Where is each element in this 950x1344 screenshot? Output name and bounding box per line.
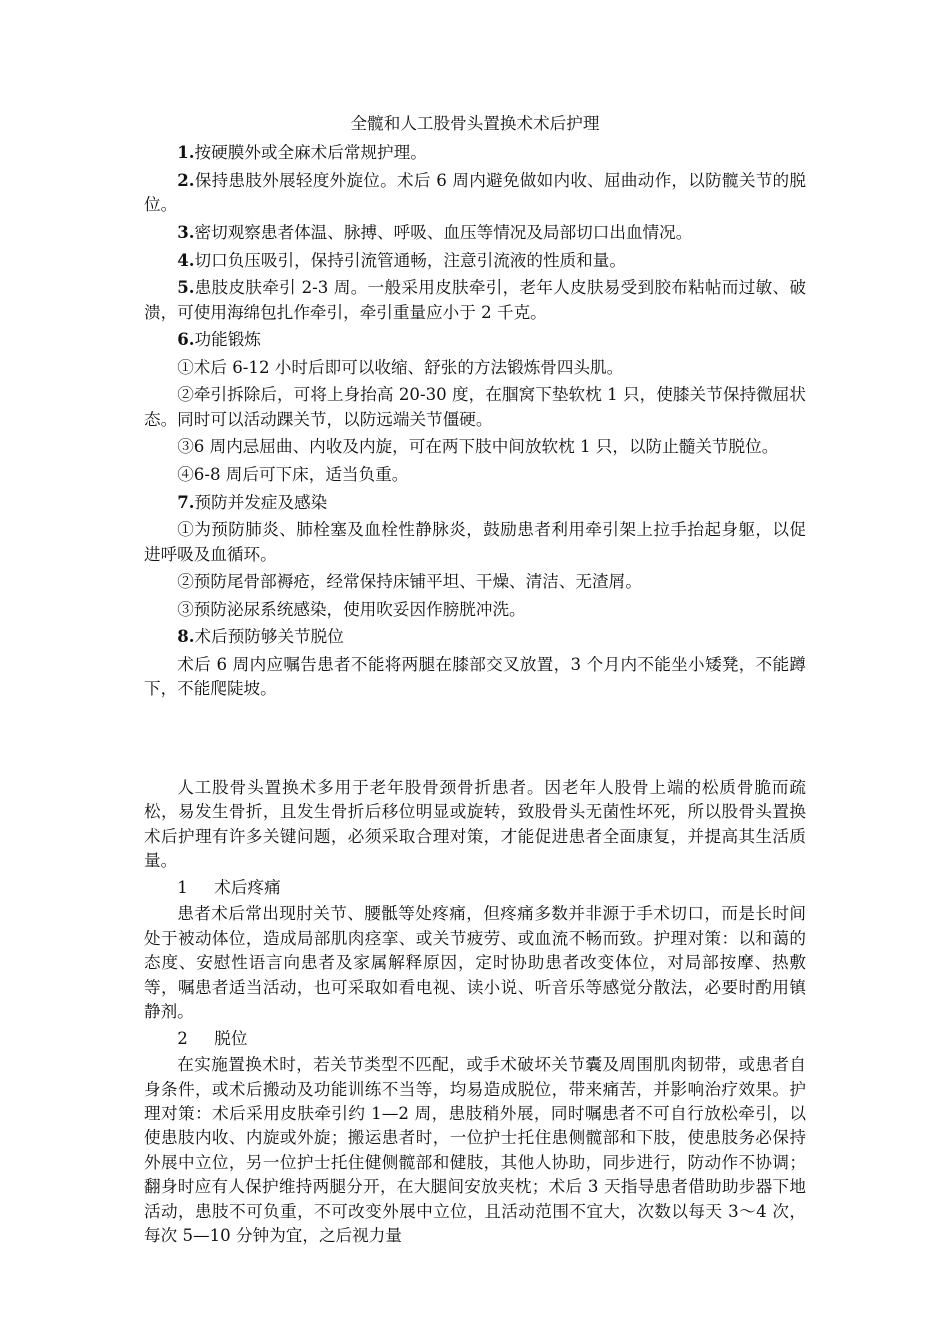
list-item xyxy=(144,140,806,165)
section-number: 1 xyxy=(177,877,188,897)
list-item xyxy=(144,490,806,515)
list-item xyxy=(144,624,806,649)
item-text: 按硬膜外或全麻术后常规护理。 xyxy=(194,143,427,163)
section-title: 术后疼痛 xyxy=(214,877,281,897)
item-text: ①术后 6-12 小时后即可以收缩、舒张的方法锻炼骨四头肌。 xyxy=(177,357,624,377)
item-text: ③预防泌尿系统感染，使用吹妥因作膀胱冲洗。 xyxy=(177,599,526,619)
document-page xyxy=(144,112,806,1251)
item-number: 3. xyxy=(177,222,195,242)
item-text: 术后 6 周内应嘱告患者不能将两腿在膝部交叉放置，3 个月内不能坐小矮凳，不能蹲下，不能爬陡坡。 xyxy=(144,654,806,699)
item-number: 1. xyxy=(177,142,195,163)
list-item xyxy=(144,327,806,352)
item-text: 密切观察患者体温、脉搏、呼吸、血压等情况及局部切口出血情况。 xyxy=(194,223,693,242)
item-text: 患肢皮肤牵引 2-3 周。一般采用皮肤牵引，老年人皮肤易受到胶布粘帖而过敏、破溃，可使用海绵包扎作牵引，牵引重量应小于 2 千克。 xyxy=(144,278,806,322)
item-text: 术后预防够关节脱位 xyxy=(194,627,344,647)
list-item xyxy=(144,382,806,432)
list-item xyxy=(144,168,806,218)
item-text: ③6 周内忌屈曲、内收及内旋，可在两下肢中间放软枕 1 只，以防止髓关节脱位。 xyxy=(177,437,779,457)
item-text: ②牵引拆除后，可将上身抬高 20-30 度，在腘窝下垫软枕 1 只，使膝关节保持微屈状态。同时可以活动踝关节，以防远端关节僵硬。 xyxy=(144,385,806,429)
item-list xyxy=(144,140,806,701)
list-item xyxy=(144,517,806,567)
section-number: 2 xyxy=(177,1028,188,1048)
item-text: ①为预防肺炎、肺栓塞及血栓性静脉炎，鼓励患者利用牵引架上拉手抬起身躯，以促进呼吸及血循环。 xyxy=(144,520,806,564)
list-item xyxy=(144,462,806,487)
section-body-2: 在实施置换术时，若关节类型不匹配，或手术破坏关节囊及周围肌肉韧带，或患者自身条件，或术后搬动及功能训练不当等，均易造成脱位，带来痛苦，并影响治疗效果。护理对策：术后采用皮肤牵引约 1—2 周，患肢稍外展，同时嘱患者不可自行放松牵引，以使患肢内收、内旋或外旋；搬运患者时，一位护士托住患侧髋部和下肢，使患肢务必保持外展中立位，另一位护士托住健侧髋部和健肢，其他人协助，同步进行，防动作不协调；翻身时应有人保护维持两腿分开，在大腿间安放夹枕；术后 3 天指导患者借助助步器下地活动，患肢不可负重，不可改变外展中立位，且活动范围不宜大，次数以每天 3～4 次，每次 5—10 分钟为宜，之后视力量 xyxy=(144,1055,806,1245)
item-number: 5. xyxy=(177,277,195,298)
section-spacer xyxy=(144,704,806,776)
list-item xyxy=(144,248,806,273)
section-heading-1 xyxy=(144,876,806,900)
item-text: 预防并发症及感染 xyxy=(194,492,328,512)
list-item xyxy=(144,355,806,380)
list-item xyxy=(144,569,806,594)
intro-paragraph: 人工股骨头置换术多用于老年股骨颈骨折患者。因老年人股骨上端的松质骨脆而疏松，易发生骨折，且发生骨折后移位明显或旋转，致股骨头无菌性坏死，所以股骨头置换术后护理有许多关键问题，必须采取合理对策，才能促进患者全面康复，并提高其生活质量。 xyxy=(144,777,806,871)
section-body-1: 患者术后常出现肘关节、腰骶等处疼痛，但疼痛多数并非源于手术切口，而是长时间处于被动体位，造成局部肌肉痉挛、或关节疲劳、或血流不畅而致。护理对策：以和蔼的态度、安慰性语言向患者及家属解释原因，定时协助患者改变体位，对局部按摩、热敷等，嘱患者适当活动，也可采取如看电视、读小说、听音乐等感觉分散法，必要时酌用镇静剂。 xyxy=(144,904,806,1021)
section-heading-2 xyxy=(144,1027,806,1051)
document-title: 全髋和人工股骨头置换术术后护理 xyxy=(350,114,600,133)
list-item xyxy=(144,220,806,245)
item-text: 切口负压吸引，保持引流管通畅，注意引流液的性质和量。 xyxy=(194,250,626,270)
item-text: 功能锻炼 xyxy=(194,330,261,350)
list-item xyxy=(144,275,806,325)
item-number: 7. xyxy=(177,491,195,512)
item-number: 8. xyxy=(177,626,195,647)
list-item xyxy=(144,597,806,622)
item-text: ②预防尾骨部褥疮，经常保持床铺平坦、干燥、清洁、无渣屑。 xyxy=(177,572,642,592)
section-title: 脱位 xyxy=(214,1028,248,1048)
item-text: ④6-8 周后可下床，适当负重。 xyxy=(177,464,409,484)
list-item xyxy=(144,434,806,459)
item-number: 2. xyxy=(177,170,195,190)
item-number: 6. xyxy=(177,329,195,350)
item-number: 4. xyxy=(177,249,195,270)
list-item xyxy=(144,652,806,702)
item-text: 保持患肢外展轻度外旋位。术后 6 周内避免做如内收、屈曲动作，以防髋关节的脱位。 xyxy=(144,171,806,215)
